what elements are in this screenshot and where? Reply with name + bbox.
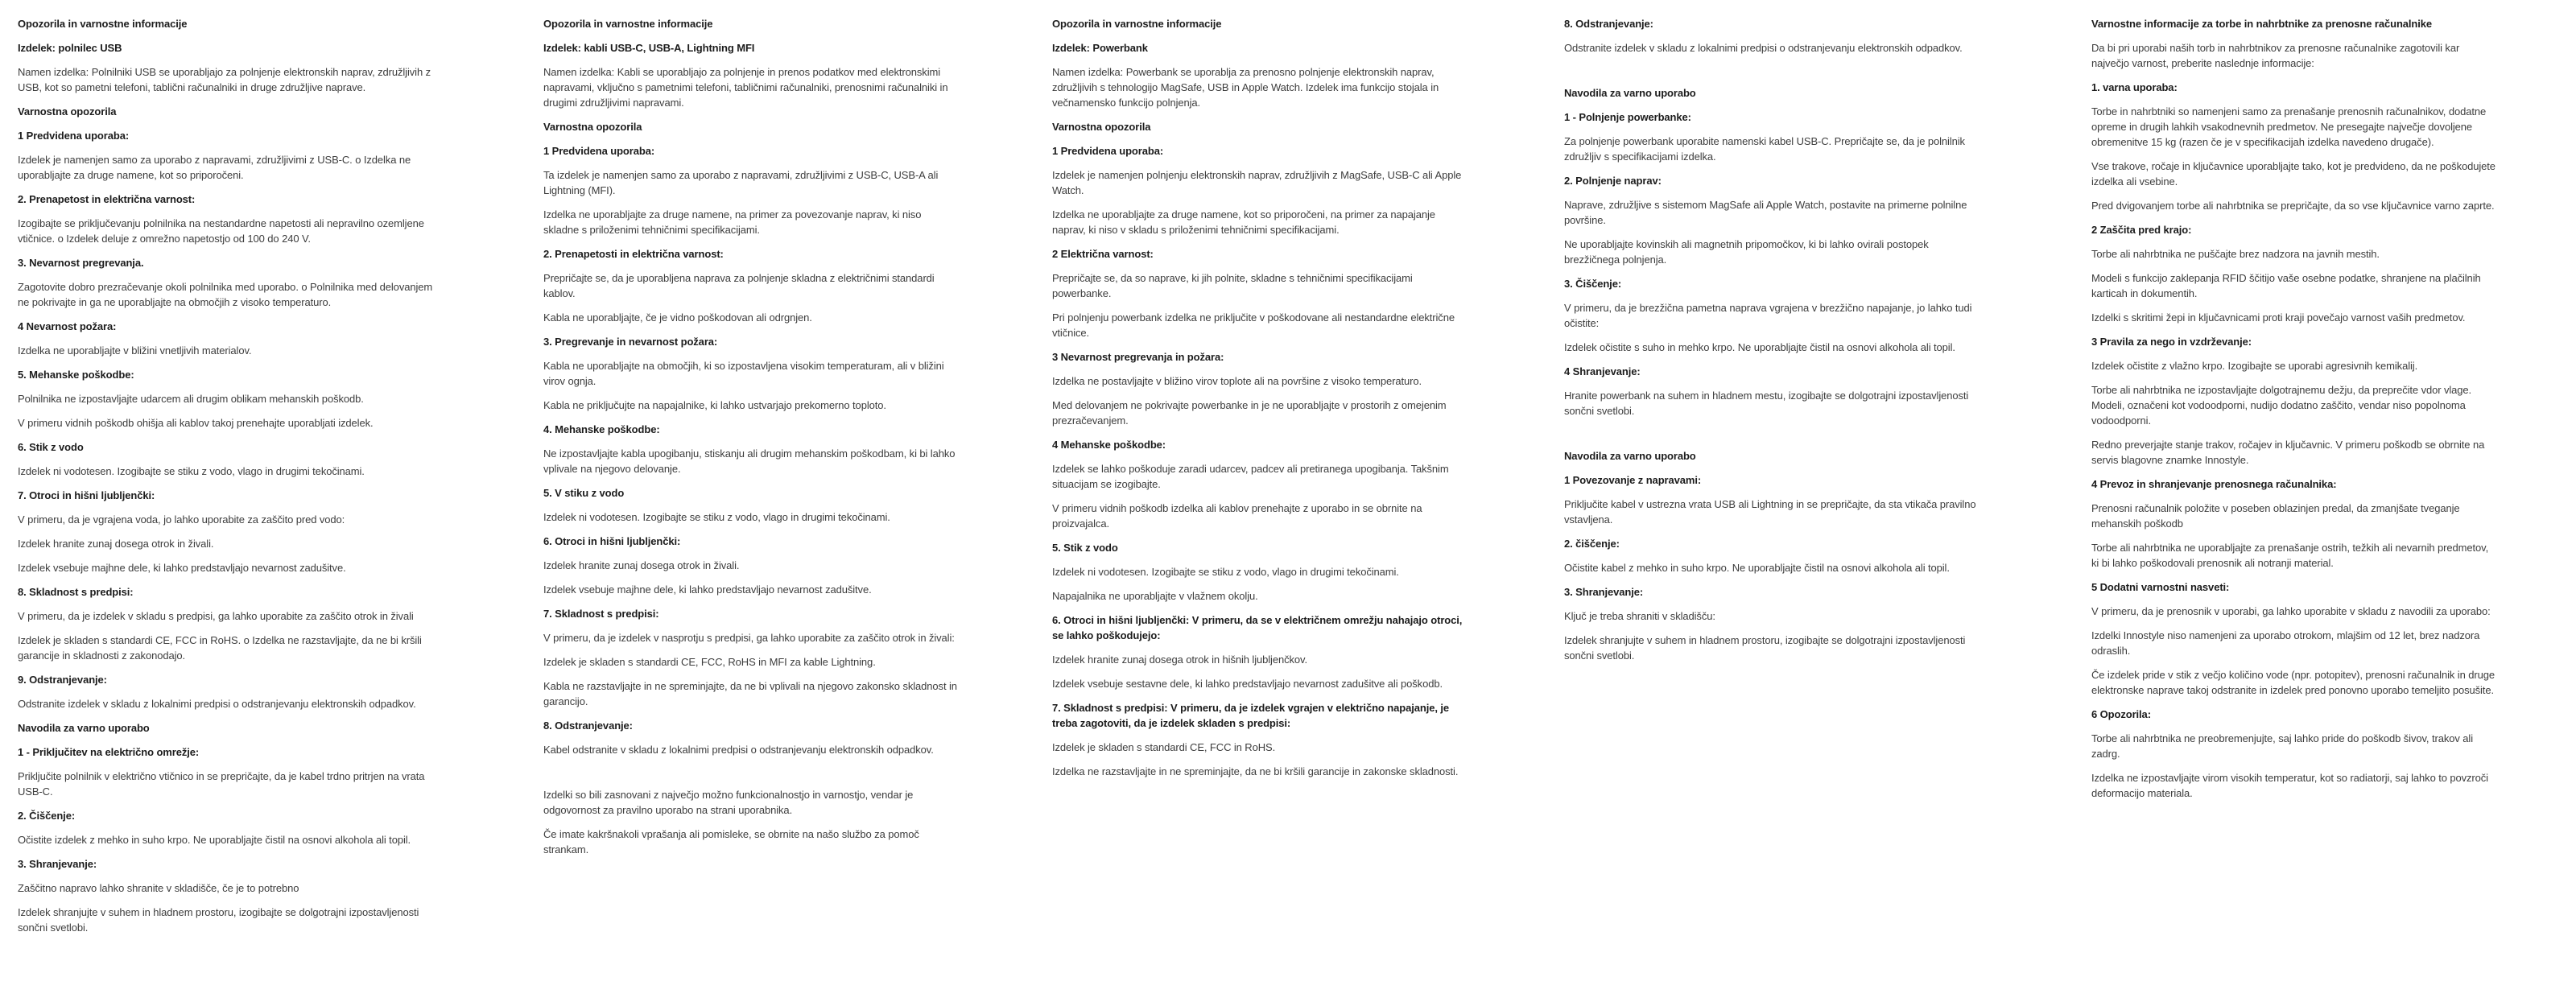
section-heading: 2. čiščenje: (1564, 538, 1620, 550)
paragraph: Priključite polnilnik v električno vtičnico in se prepričajte, da je kabel trdno pritrjen na vrata USB-C. (18, 770, 425, 798)
paragraph: Polnilnika ne izpostavljajte udarcem ali drugim oblikam mehanskih poškodb. (18, 393, 364, 405)
paragraph: Očistite izdelek z mehko in suho krpo. Ne uporabljajte čistil na osnovi alkohola ali topil. (18, 834, 411, 846)
paragraph: Izdelek je skladen s standardi CE, FCC, RoHS in MFI za kable Lightning. (543, 656, 876, 668)
paragraph: Prenosni računalnik položite v poseben oblazinjen predal, da zmanjšate tveganje mehanskih poškodb (2091, 502, 2460, 530)
paragraph: Namen izdelka: Kabli se uporabljajo za polnjenje in prenos podatkov med elektronskimi napravami, vključno s pametnimi telefoni, tabličnimi računalniki, prenosnimi računalniki in drugimi združljivimi napravami. (543, 66, 948, 109)
paragraph: Izdelki so bili zasnovani z največjo možno funkcionalnostjo in varnostjo, vendar je odgovornost za pravilno uporabo na strani uporabnika. (543, 789, 914, 816)
paragraph: Izdelka ne uporabljajte za druge namene, na primer za povezovanje naprav, ki niso skladne s priloženimi tehničnimi specifikacijami. (543, 208, 922, 236)
paragraph: Pri polnjenju powerbank izdelka ne priključite v poškodovane ali nestandardne električne vtičnice. (1052, 311, 1455, 339)
section-heading: 4 Shranjevanje: (1564, 365, 1641, 377)
paragraph: V primeru vidnih poškodb ohišja ali kablov takoj prenehajte uporabljati izdelek. (18, 417, 374, 429)
paragraph: Da bi pri uporabi naših torb in nahrbtnikov za prenosne računalnike zagotovili kar največjo varnost, preberite naslednje informacije: (2091, 42, 2460, 69)
section-heading: Opozorila in varnostne informacije (18, 18, 188, 30)
section-heading: Varnostna opozorila (18, 105, 117, 118)
paragraph: Izogibajte se priključevanju polnilnika na nestandardne napetosti ali nepravilno ozemljene vtičnice. o Izdelek deluje z omrežno napetostjo od 100 do 240 V. (18, 217, 424, 245)
paragraph: Redno preverjajte stanje trakov, ročajev in ključavnic. V primeru poškodb se obrnite na servis blagovne znamke Innostyle. (2091, 439, 2485, 466)
paragraph: Naprave, združljive s sistemom MagSafe ali Apple Watch, postavite na primerne polnilne površine. (1564, 199, 1967, 226)
paragraph: Prepričajte se, da so naprave, ki jih polnite, skladne s tehničnimi specifikacijami powerbanke. (1052, 272, 1413, 299)
section-heading: Navodila za varno uporabo (18, 722, 150, 734)
section-heading: 7. Skladnost s predpisi: (543, 608, 659, 620)
section-heading: 6. Stik z vodo (18, 441, 84, 453)
paragraph: V primeru, da je izdelek v skladu s predpisi, ga lahko uporabite za zaščito otrok in živali (18, 610, 414, 622)
paragraph: Namen izdelka: Polnilniki USB se uporabljajo za polnjenje elektronskih naprav, združljivih z USB, kot so pametni telefoni, tablični računalniki in druge združljive naprave. (18, 66, 431, 93)
section-heading: 7. Otroci in hišni ljubljenčki: (18, 489, 155, 501)
paragraph: Izdelek shranjujte v suhem in hladnem prostoru, izogibajte se dolgotrajni izpostavljenosti sončni svetlobi. (18, 906, 419, 934)
paragraph: Kabla ne uporabljajte, če je vidno poškodovan ali odrgnjen. (543, 311, 812, 324)
section-heading: 1 Predvidena uporaba: (543, 145, 655, 157)
paragraph: Kabla ne priključujte na napajalnike, ki lahko ustvarjajo prekomerno toploto. (543, 399, 886, 411)
section-heading: 1 - Polnjenje powerbanke: (1564, 111, 1691, 123)
paragraph: Prepričajte se, da je uporabljena naprava za polnjenje skladna z električnimi standardi kablov. (543, 272, 935, 299)
section-heading: 9. Odstranjevanje: (18, 674, 107, 686)
paragraph: Izdelek je namenjen polnjenju elektronskih naprav, združljivih z MagSafe, USB-C ali Apple Watch. (1052, 169, 1462, 196)
paragraph: Izdelek vsebuje majhne dele, ki lahko predstavljajo nevarnost zadušitve. (18, 562, 346, 574)
paragraph: Če izdelek pride v stik z večjo količino vode (npr. potopitev), prenosni računalnik in druge elektronske naprave takoj odstranite in izdelek pred ponovno uporabo temeljito posušite. (2091, 669, 2495, 696)
paragraph: Izdelek vsebuje sestavne dele, ki lahko predstavljajo nevarnost zadušitve ali poškodb. (1052, 678, 1443, 690)
section-heading: 5. Mehanske poškodbe: (18, 369, 134, 381)
column-5 (2091, 16, 2498, 810)
paragraph: Izdelek je namenjen samo za uporabo z napravami, združljivimi z USB-C. o Izdelka ne uporabljajte za druge namene, kot so priporočeni. (18, 154, 411, 181)
section-heading: 1 Povezovanje z napravami: (1564, 474, 1702, 486)
column-4 (1564, 16, 1979, 672)
section-heading: 8. Odstranjevanje: (1564, 18, 1653, 30)
section-heading: 3 Nevarnost pregrevanja in požara: (1052, 351, 1224, 363)
section-heading: 5. Stik z vodo (1052, 542, 1118, 554)
paragraph: Priključite kabel v ustrezna vrata USB ali Lightning in se prepričajte, da sta vtikača pravilno vstavljena. (1564, 498, 1976, 526)
paragraph: Izdelek očistite s suho in mehko krpo. Ne uporabljajte čistil na osnovi alkohola ali topil. (1564, 341, 1955, 353)
paragraph: Namen izdelka: Powerbank se uporablja za prenosno polnjenje elektronskih naprav, združljivih s tehnologijo MagSafe, USB in Apple Watch. Izdelek ima funkcijo stojala in večnamensko funkcijo polnjenja. (1052, 66, 1439, 109)
paragraph: Izdelek shranjujte v suhem in hladnem prostoru, izogibajte se dolgotrajni izpostavljenosti sončni svetlobi. (1564, 634, 1966, 662)
section-heading: 1 Predvidena uporaba: (1052, 145, 1164, 157)
paragraph: Izdelka ne izpostavljajte virom visokih temperatur, kot so radiatorji, saj lahko to povzroči deformacijo materiala. (2091, 772, 2488, 799)
section-heading: 2 Električna varnost: (1052, 248, 1154, 260)
paragraph: Torbe ali nahrbtnika ne uporabljajte za prenašanje ostrih, težkih ali nevarnih predmetov, ki bi lahko poškodovali prenosnik ali notranji material. (2091, 542, 2489, 569)
paragraph: Pred dvigovanjem torbe ali nahrbtnika se prepričajte, da so vse ključavnice varno zaprte. (2091, 200, 2495, 212)
section-heading: 1 - Priključitev na električno omrežje: (18, 746, 200, 758)
paragraph: Ta izdelek je namenjen samo za uporabo z napravami, združljivimi z USB-C, USB-A ali Lightning (MFI). (543, 169, 939, 196)
column-2 (543, 16, 959, 866)
paragraph: Kabla ne uporabljajte na območjih, ki so izpostavljena visokim temperaturam, ali v bližini virov ognja. (543, 360, 944, 387)
paragraph: Izdelka ne postavljajte v bližino virov toplote ali na površine z visoko temperaturo. (1052, 375, 1422, 387)
section-heading: Izdelek: kabli USB-C, USB-A, Lightning MFI (543, 42, 755, 54)
paragraph: Ne izpostavljajte kabla upogibanju, stiskanju ali drugim mehanskim poškodbam, ki bi lahko vplivale na njegovo delovanje. (543, 447, 956, 475)
section-heading: 3. Shranjevanje: (18, 858, 97, 870)
paragraph: Vse trakove, ročaje in ključavnice uporabljajte tako, kot je predvideno, da ne poškodujete izdelka ali vsebine. (2091, 160, 2496, 188)
paragraph: V primeru, da je izdelek v nasprotju s predpisi, ga lahko uporabite za zaščito otrok in živali: (543, 632, 955, 644)
paragraph: Torbe ali nahrbtnika ne preobremenjujte, saj lahko pride do poškodb šivov, trakov ali zadrg. (2091, 732, 2473, 760)
section-heading: 3. Pregrevanje in nevarnost požara: (543, 336, 718, 348)
section-heading: 3. Nevarnost pregrevanja. (18, 257, 144, 269)
paragraph: V primeru vidnih poškodb izdelka ali kablov prenehajte z uporabo in se obrnite na proizvajalca. (1052, 502, 1422, 530)
paragraph: Očistite kabel z mehko in suho krpo. Ne uporabljajte čistil na osnovi alkohola ali topil. (1564, 562, 1950, 574)
section-spacer (1564, 427, 1979, 448)
paragraph: V primeru, da je vgrajena voda, jo lahko uporabite za zaščito pred vodo: (18, 513, 345, 526)
paragraph: V primeru, da je brezžična pametna naprava vgrajena v brezžično napajanje, jo lahko tudi očistite: (1564, 302, 1972, 329)
section-heading: 8. Skladnost s predpisi: (18, 586, 134, 598)
paragraph: Izdelek očistite z vlažno krpo. Izogibajte se uporabi agresivnih kemikalij. (2091, 360, 2418, 372)
section-heading: 2. Prenapetosti in električna varnost: (543, 248, 724, 260)
paragraph: V primeru, da je prenosnik v uporabi, ga lahko uporabite v skladu z navodili za uporabo: (2091, 605, 2491, 617)
paragraph: Kabla ne razstavljajte in ne spreminjajte, da ne bi vplivali na njegovo zakonsko skladnost in garancijo. (543, 680, 957, 707)
paragraph: Izdelek je skladen s standardi CE, FCC in RoHS. (1052, 741, 1276, 753)
section-heading: 3. Shranjevanje: (1564, 586, 1644, 598)
section-heading: 6. Otroci in hišni ljubljenčki: (543, 535, 681, 547)
paragraph: Izdelka ne uporabljajte za druge namene, kot so priporočeni, na primer za napajanje naprav, ki niso v skladu s priloženimi tehničnimi specifikacijami. (1052, 208, 1435, 236)
paragraph: Hranite powerbank na suhem in hladnem mestu, izogibajte se dolgotrajni izpostavljenosti sončni svetlobi. (1564, 390, 1969, 417)
paragraph: Izdelka ne uporabljajte v bližini vnetljivih materialov. (18, 344, 252, 357)
paragraph: Izdelka ne razstavljajte in ne spreminjajte, da ne bi kršili garancije in zakonske skladnosti. (1052, 765, 1459, 777)
section-heading: 4. Mehanske poškodbe: (543, 423, 660, 435)
section-heading: 5 Dodatni varnostni nasveti: (2091, 581, 2230, 593)
section-heading: 7. Skladnost s predpisi: V primeru, da je izdelek vgrajen v električno napajanje, je treba zagotoviti, da je izdelek skladen s predpisi: (1052, 702, 1450, 729)
section-heading: Izdelek: Powerbank (1052, 42, 1148, 54)
paragraph: Torbe ali nahrbtnika ne puščajte brez nadzora na javnih mestih. (2091, 248, 2380, 260)
section-heading: 6 Opozorila: (2091, 708, 2151, 720)
section-heading: Opozorila in varnostne informacije (1052, 18, 1222, 30)
section-heading: 5. V stiku z vodo (543, 487, 625, 499)
section-heading: Navodila za varno uporabo (1564, 87, 1696, 99)
section-heading: 6. Otroci in hišni ljubljenčki: V primeru, da se v električnem omrežju nahajajo otroci, se lahko poškodujejo: (1052, 614, 1463, 641)
section-heading: Opozorila in varnostne informacije (543, 18, 713, 30)
paragraph: Zaščitno napravo lahko shranite v skladišče, če je to potrebno (18, 882, 299, 894)
section-heading: Varnostne informacije za torbe in nahrbtnike za prenosne računalnike (2091, 18, 2433, 30)
paragraph: Kabel odstranite v skladu z lokalnimi predpisi o odstranjevanju elektronskih odpadkov. (543, 744, 934, 756)
section-heading: 2. Polnjenje naprav: (1564, 175, 1662, 187)
section-heading: 4 Prevoz in shranjevanje prenosnega računalnika: (2091, 478, 2337, 490)
section-heading: 2. Čiščenje: (18, 810, 76, 822)
paragraph: Ne uporabljajte kovinskih ali magnetnih pripomočkov, ki bi lahko ovirali postopek brezžičnega polnjenja. (1564, 238, 1929, 266)
paragraph: Izdelek se lahko poškoduje zaradi udarcev, padcev ali pretiranega upogibanja. Takšnim situacijam se izogibajte. (1052, 463, 1449, 490)
paragraph: Izdelek ni vodotesen. Izogibajte se stiku z vodo, vlago in drugimi tekočinami. (1052, 566, 1399, 578)
section-spacer (543, 766, 959, 787)
column-3 (1052, 16, 1468, 788)
paragraph: Med delovanjem ne pokrivajte powerbanke in je ne uporabljajte v prostorih z omejenim prezračevanjem. (1052, 399, 1447, 427)
paragraph: Napajalnika ne uporabljajte v vlažnem okolju. (1052, 590, 1258, 602)
paragraph: Torbe in nahrbtniki so namenjeni samo za prenašanje prenosnih računalnikov, dodatne opreme in drugih lahkih vsakodnevnih predmetov. Ne presegajte največje dovoljene obremenitve 15 kg (razen če je v specifikacijah izdelka navedeno drugače). (2091, 105, 2487, 148)
paragraph: Ključ je treba shraniti v skladišču: (1564, 610, 1715, 622)
paragraph: Zagotovite dobro prezračevanje okoli polnilnika med uporabo. o Polnilnika med delovanjem ne pokrivajte in ga ne uporabljajte na območjih z visoko temperaturo. (18, 281, 433, 308)
paragraph: Odstranite izdelek v skladu z lokalnimi predpisi o odstranjevanju elektronskih odpadkov. (1564, 42, 1963, 54)
section-heading: 3. Čiščenje: (1564, 278, 1622, 290)
paragraph: Modeli s funkcijo zaklepanja RFID ščitijo vaše osebne podatke, shranjene na plačilnih karticah in dokumentih. (2091, 272, 2481, 299)
section-heading: 4 Mehanske poškodbe: (1052, 439, 1166, 451)
paragraph: Odstranite izdelek v skladu z lokalnimi predpisi o odstranjevanju elektronskih odpadkov. (18, 698, 416, 710)
column-1 (18, 16, 433, 944)
section-heading: 1. varna uporaba: (2091, 81, 2178, 93)
section-heading: 1 Predvidena uporaba: (18, 130, 130, 142)
section-heading: 8. Odstranjevanje: (543, 719, 633, 732)
section-heading: Varnostna opozorila (1052, 121, 1151, 133)
paragraph: Izdelki Innostyle niso namenjeni za uporabo otrokom, mlajšim od 12 let, brez nadzora odraslih. (2091, 629, 2480, 657)
paragraph: Izdelek hranite zunaj dosega otrok in živali. (543, 559, 740, 571)
paragraph: Če imate kakršnakoli vprašanja ali pomisleke, se obrnite na našo službo za pomoč strankam. (543, 828, 919, 856)
paragraph: Izdelek vsebuje majhne dele, ki lahko predstavljajo nevarnost zadušitve. (543, 583, 872, 596)
paragraph: Torbe ali nahrbtnika ne izpostavljajte dolgotrajnemu dežju, da preprečite vdor vlage. Modeli, označeni kot vodoodporni, nudijo dodatno zaščito, vendar niso popolnoma vodoodporni. (2091, 384, 2472, 427)
section-spacer (1564, 64, 1979, 85)
section-heading: Varnostna opozorila (543, 121, 642, 133)
paragraph: Izdelki s skritimi žepi in ključavnicami proti kraji povečajo varnost vaših predmetov. (2091, 311, 2466, 324)
section-heading: Izdelek: polnilec USB (18, 42, 122, 54)
section-heading: 2 Zaščita pred krajo: (2091, 224, 2192, 236)
paragraph: Izdelek ni vodotesen. Izogibajte se stiku z vodo, vlago in drugimi tekočinami. (18, 465, 365, 477)
section-heading: 3 Pravila za nego in vzdrževanje: (2091, 336, 2252, 348)
paragraph: Izdelek hranite zunaj dosega otrok in hišnih ljubljenčkov. (1052, 653, 1307, 666)
paragraph: Izdelek je skladen s standardi CE, FCC in RoHS. o Izdelka ne razstavljajte, da ne bi kršili garancije in skladnosti z zakonodajo. (18, 634, 422, 662)
paragraph: Za polnjenje powerbank uporabite namenski kabel USB-C. Prepričajte se, da je polnilnik združljiv s specifikacijami izdelka. (1564, 135, 1965, 163)
section-heading: Navodila za varno uporabo (1564, 450, 1696, 462)
paragraph: Izdelek hranite zunaj dosega otrok in živali. (18, 538, 214, 550)
section-heading: 4 Nevarnost požara: (18, 320, 117, 332)
paragraph: Izdelek ni vodotesen. Izogibajte se stiku z vodo, vlago in drugimi tekočinami. (543, 511, 890, 523)
section-heading: 2. Prenapetost in električna varnost: (18, 193, 196, 205)
